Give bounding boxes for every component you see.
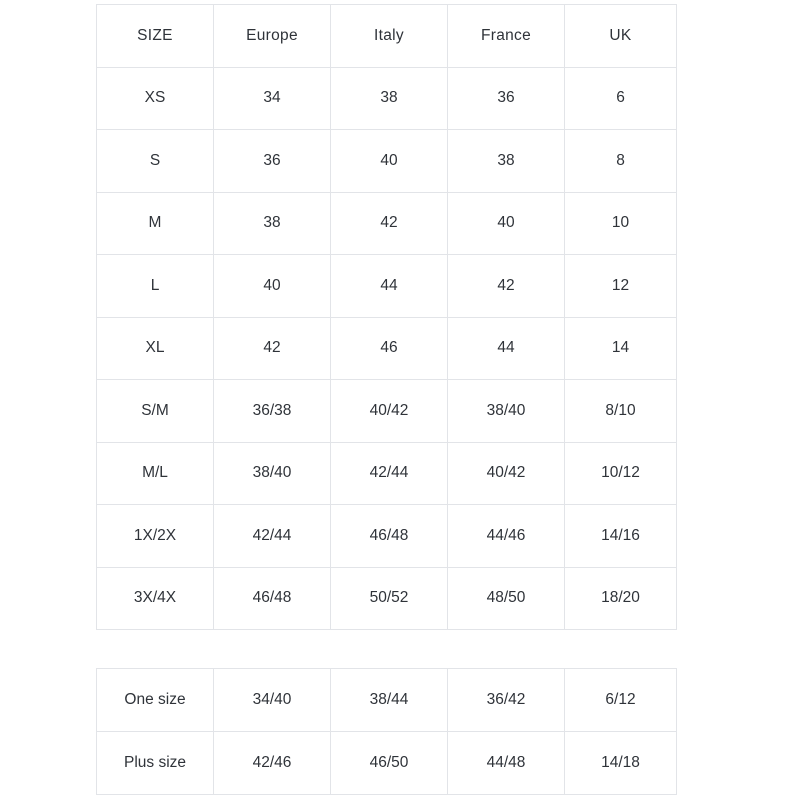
- column-header-italy: Italy: [331, 5, 448, 68]
- column-header-france: France: [448, 5, 565, 68]
- cell-uk: 18/20: [565, 567, 677, 630]
- cell-italy: 38/44: [331, 669, 448, 732]
- row-label: XS: [97, 67, 214, 130]
- cell-europe: 36/38: [214, 380, 331, 443]
- table-row: [97, 732, 677, 795]
- cell-italy: 46: [331, 317, 448, 380]
- cell-france: 36: [448, 67, 565, 130]
- cell-uk: 8: [565, 130, 677, 193]
- column-header-europe: Europe: [214, 5, 331, 68]
- cell-europe: 42/46: [214, 732, 331, 795]
- column-header-size: SIZE: [97, 5, 214, 68]
- row-label: Plus size: [97, 732, 214, 795]
- table-row: [97, 442, 677, 505]
- cell-france: 42: [448, 255, 565, 318]
- cell-france: 38/40: [448, 380, 565, 443]
- primary-table-body: [97, 67, 677, 630]
- row-label: 1X/2X: [97, 505, 214, 568]
- table-row: [97, 192, 677, 255]
- cell-france: 36/42: [448, 669, 565, 732]
- cell-europe: 38/40: [214, 442, 331, 505]
- cell-europe: 36: [214, 130, 331, 193]
- cell-uk: 14/16: [565, 505, 677, 568]
- cell-france: 44/48: [448, 732, 565, 795]
- cell-france: 38: [448, 130, 565, 193]
- cell-europe: 38: [214, 192, 331, 255]
- cell-france: 40: [448, 192, 565, 255]
- table-header-row: [97, 5, 677, 68]
- cell-europe: 42/44: [214, 505, 331, 568]
- table-row: [97, 505, 677, 568]
- row-label: XL: [97, 317, 214, 380]
- row-label: M/L: [97, 442, 214, 505]
- secondary-size-table-wrapper: [96, 668, 676, 795]
- table-row: [97, 380, 677, 443]
- cell-italy: 50/52: [331, 567, 448, 630]
- cell-italy: 46/48: [331, 505, 448, 568]
- cell-france: 44: [448, 317, 565, 380]
- primary-table-head: [97, 5, 677, 68]
- cell-france: 40/42: [448, 442, 565, 505]
- table-row: [97, 567, 677, 630]
- table-row: [97, 130, 677, 193]
- table-row: [97, 67, 677, 130]
- cell-italy: 42: [331, 192, 448, 255]
- cell-uk: 8/10: [565, 380, 677, 443]
- table-row: [97, 317, 677, 380]
- secondary-table-body: [97, 669, 677, 795]
- cell-uk: 6: [565, 67, 677, 130]
- row-label: One size: [97, 669, 214, 732]
- cell-uk: 12: [565, 255, 677, 318]
- cell-italy: 46/50: [331, 732, 448, 795]
- cell-france: 44/46: [448, 505, 565, 568]
- cell-uk: 14/18: [565, 732, 677, 795]
- cell-europe: 42: [214, 317, 331, 380]
- table-row: [97, 669, 677, 732]
- cell-italy: 40: [331, 130, 448, 193]
- cell-italy: 38: [331, 67, 448, 130]
- cell-uk: 14: [565, 317, 677, 380]
- cell-uk: 6/12: [565, 669, 677, 732]
- primary-size-table: [96, 4, 677, 630]
- secondary-size-table: [96, 668, 677, 795]
- row-label: 3X/4X: [97, 567, 214, 630]
- cell-europe: 46/48: [214, 567, 331, 630]
- cell-uk: 10: [565, 192, 677, 255]
- row-label: L: [97, 255, 214, 318]
- row-label: M: [97, 192, 214, 255]
- cell-europe: 34: [214, 67, 331, 130]
- column-header-uk: UK: [565, 5, 677, 68]
- cell-italy: 40/42: [331, 380, 448, 443]
- row-label: S: [97, 130, 214, 193]
- cell-uk: 10/12: [565, 442, 677, 505]
- cell-europe: 40: [214, 255, 331, 318]
- cell-france: 48/50: [448, 567, 565, 630]
- cell-italy: 42/44: [331, 442, 448, 505]
- cell-europe: 34/40: [214, 669, 331, 732]
- cell-italy: 44: [331, 255, 448, 318]
- row-label: S/M: [97, 380, 214, 443]
- table-row: [97, 255, 677, 318]
- primary-size-table-wrapper: [96, 4, 676, 630]
